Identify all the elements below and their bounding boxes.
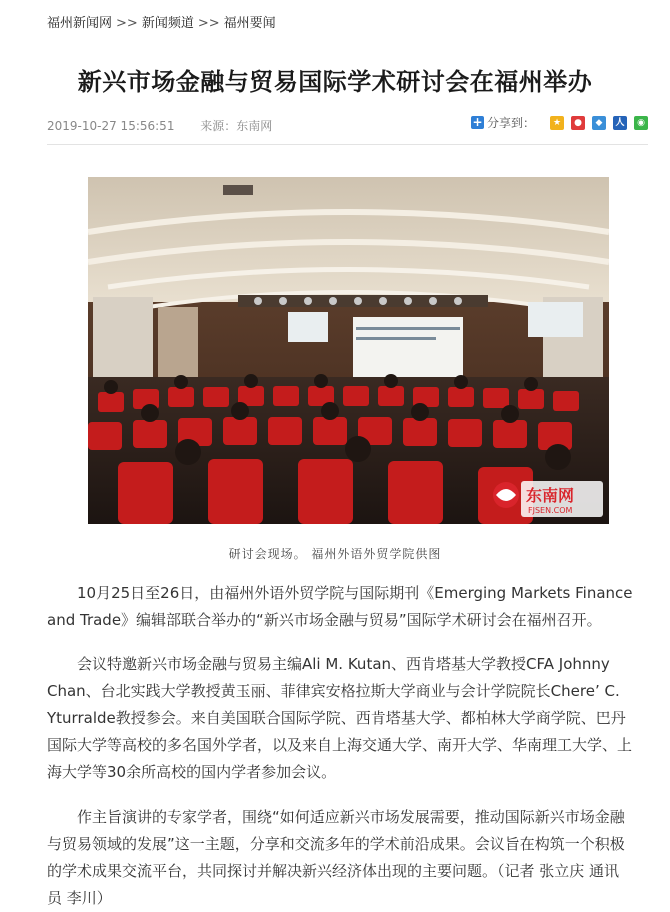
weibo-icon[interactable]: ● [571,116,585,130]
tencent-weibo-icon[interactable]: ◆ [592,116,606,130]
breadcrumb-separator: >> [116,16,138,31]
header-divider [47,144,648,145]
article-meta [47,117,272,134]
qzone-icon[interactable]: ★ [550,116,564,130]
conference-photo [88,177,609,524]
watermark-url: FJSEN.COM [528,506,573,515]
breadcrumb-news-channel-link[interactable]: 新闻频道 [141,16,194,31]
breadcrumb-home-link[interactable]: 福州新闻网 [47,16,113,31]
article-paragraph: 作主旨演讲的专家学者，围绕“如何适应新兴市场发展需要，推动国际新兴市场金融与贸易领域的发展”这一主题，分享和交流多年的学术前沿成果。会议旨在构筑一个积极的学术成果交流平台，共同探讨并解决新兴经济体出现的主要问题。（记者 张立庆 通讯员 李川） [47,808,625,907]
article-source: 来源：东南网 [200,119,273,133]
share-plus-icon[interactable]: + [472,115,483,129]
share-label: 分享到： [486,116,535,130]
breadcrumb-separator: >> [197,16,220,31]
breadcrumb [47,12,276,31]
watermark-brand: 东南网 [526,486,575,505]
article-paragraph: 会议特邀新兴市场金融与贸易主编Ali M. Kutan、西肯塔基大学教授CFA Johnny Chan、台北实践大学教授黄玉丽、菲律宾安格拉斯大学商业与会计学院院长Chere’ C. Yturralde教授参会。来自美国联合国际学院、西肯塔基大学、都柏林大学商学院、巴丹国际大学等高校的多名国外学者，以及来自上海交通大学、南开大学、华南理工大学、上海大学等30余所高校的国内学者参加会议。 [47,655,633,781]
article-paragraph: 10月25日至26日，由福州外语外贸学院与国际期刊《Emerging Markets Finance and Trade》编辑部联合举办的“新兴市场金融与贸易”国际学术研讨会在福州召开。 [47,584,633,629]
publish-date: 2019-10-27 15:56:51 [47,119,175,133]
breadcrumb-fuzhou-news-link[interactable]: 福州要闻 [223,16,276,31]
share-bar [471,114,648,131]
renren-icon[interactable]: 人 [613,116,627,130]
article-title: 新兴市场金融与贸易国际学术研讨会在福州举办 [77,68,593,96]
wechat-icon[interactable]: ◉ [634,116,648,130]
photo-caption: 研讨会现场。 福州外语外贸学院供图 [228,547,442,561]
